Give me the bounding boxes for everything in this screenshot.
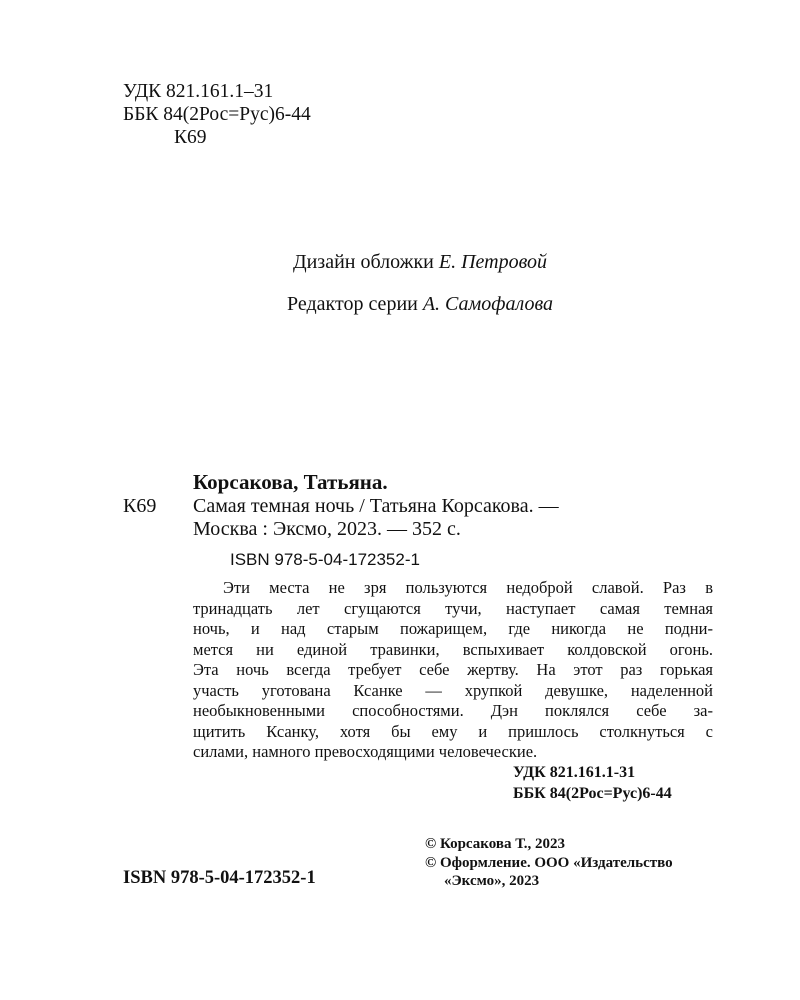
annotation-line: Эта ночь всегда требует себе жертву. На этот раз горькая <box>193 660 713 679</box>
catalog-isbn: ISBN 978-5-04-172352-1 <box>230 550 420 569</box>
classification-codes <box>123 80 311 149</box>
footer-isbn: ISBN 978-5-04-172352-1 <box>123 868 316 888</box>
cover-design-label: Дизайн обложки <box>292 251 434 273</box>
copyright-block <box>425 835 673 891</box>
copyright-design-cont: «Эксмо», 2023 <box>444 873 540 889</box>
annotation-line: тринадцать лет сгущаются тучи, наступает самая темная <box>193 598 713 618</box>
catalog-author-mark: К69 <box>123 495 157 517</box>
catalog-classification-codes <box>513 762 672 804</box>
cover-design-credit <box>0 251 800 274</box>
catalog-author: Корсакова, Татьяна. <box>193 470 388 494</box>
catalog-udk: УДК 821.161.1-31 <box>513 764 636 781</box>
annotation-line: щитить Ксанку, хотя бы ему и пришлось столкнуться с <box>193 721 713 741</box>
annotation <box>193 578 713 763</box>
cover-designer-name: Е. Петровой <box>438 251 548 273</box>
catalog-bbk: ББК 84(2Рос=Рус)6-44 <box>513 785 672 802</box>
bbk-code: ББК 84(2Рос=Рус)6-44 <box>123 104 311 125</box>
annotation-line: мется ни единой травинки, вспыхивает колдовской огонь. <box>193 639 713 659</box>
annotation-line: Эти места не зря пользуются недоброй славой. Раз в <box>223 578 713 597</box>
annotation-line: ночь, и над старым пожарищем, где никогда не подни- <box>193 619 713 638</box>
author-mark: К69 <box>174 127 207 148</box>
annotation-line: силами, намного превосходящими человеческие. <box>193 742 538 761</box>
catalog-imprint-line: Москва : Эксмо, 2023. — 352 с. <box>193 518 461 540</box>
series-editor-label: Редактор серии <box>286 293 418 315</box>
copyright-design: © Оформление. ООО «Издательство <box>425 854 673 871</box>
series-editor-name: А. Самофалова <box>422 293 554 315</box>
copyright-author: © Корсакова Т., 2023 <box>425 836 565 852</box>
udk-code: УДК 821.161.1–31 <box>123 81 274 102</box>
annotation-line: необыкновенными способностями. Дэн поклялся себе за- <box>193 701 713 720</box>
series-editor-credit <box>0 293 800 316</box>
catalog-title-line: Самая темная ночь / Татьяна Корсакова. — <box>193 495 559 517</box>
annotation-line: участь уготована Ксанке — хрупкой девушке, наделенной <box>193 680 713 700</box>
